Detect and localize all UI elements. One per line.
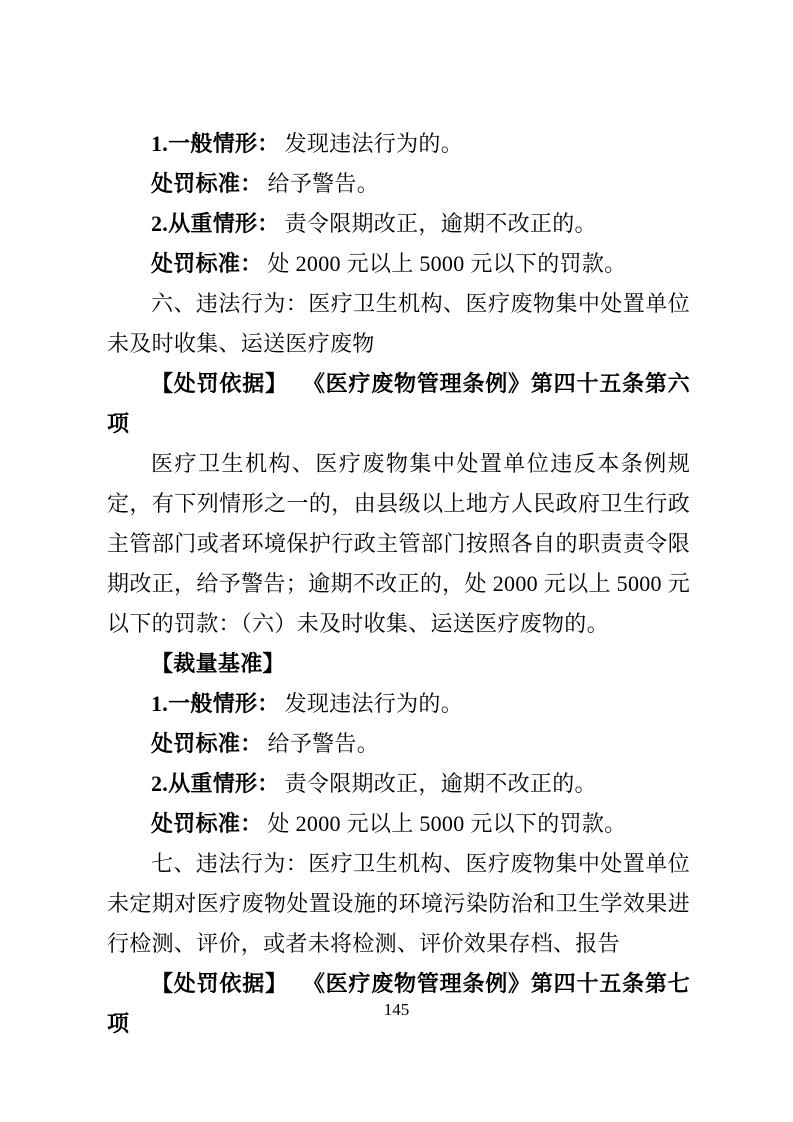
clause-label: 2.从重情形： (151, 211, 280, 236)
clause-label: 2.从重情形： (151, 771, 280, 796)
regulation-text-paragraph: 医疗卫生机构、医疗废物集中处置单位违反本条例规定，有下列情形之一的，由县级以上地方人民政府卫生行政主管部门或者环境保护行政主管部门按照各自的职责责令限期改正，给予警告；逾期不改正的，处 2000 元以上 5000 元以下的罚款：（六）未及时收集、运送医疗废物的。 (107, 451, 690, 636)
clause-text: 处 2000 元以上 5000 元以下的罚款。 (267, 251, 627, 276)
discretion-standard-heading: 【裁量基准】 (151, 651, 285, 676)
clause-paragraph (107, 764, 690, 804)
clause-label: 1.一般情形： (151, 691, 280, 716)
clause-label: 1.一般情形： (151, 131, 280, 156)
violation-paragraph: 六、违法行为：医疗卫生机构、医疗废物集中处置单位未及时收集、运送医疗废物 (107, 291, 690, 356)
penalty-basis-label: 【处罚依据】 (151, 971, 288, 996)
clause-text: 发现违法行为的。 (284, 691, 464, 716)
penalty-basis-label: 【处罚依据】 (151, 371, 288, 396)
clause-paragraph (107, 204, 690, 244)
page-number: 145 (383, 1000, 410, 1019)
penalty-basis-paragraph (107, 364, 690, 444)
clause-text: 发现违法行为的。 (284, 131, 464, 156)
clause-paragraph (107, 684, 690, 724)
clause-paragraph (107, 164, 690, 204)
clause-paragraph (107, 244, 690, 284)
clause-label: 处罚标准： (151, 251, 263, 276)
clause-text: 处 2000 元以上 5000 元以下的罚款。 (267, 811, 627, 836)
penalty-basis-citation: 《医疗废物管理条例》第四十五条第七项 (107, 971, 690, 1036)
clause-paragraph (107, 124, 690, 164)
document-body (107, 124, 690, 1044)
clause-text: 给予警告。 (267, 171, 380, 196)
clause-text: 给予警告。 (267, 731, 380, 756)
clause-paragraph (107, 724, 690, 764)
clause-text: 责令限期改正，逾期不改正的。 (284, 771, 597, 796)
violation-paragraph: 七、违法行为：医疗卫生机构、医疗废物集中处置单位未定期对医疗废物处置设施的环境污染防治和卫生学效果进行检测、评价，或者未将检测、评价效果存档、报告 (107, 851, 690, 956)
clause-paragraph (107, 804, 690, 844)
clause-label: 处罚标准： (151, 171, 263, 196)
penalty-basis-citation: 《医疗废物管理条例》第四十五条第六项 (107, 371, 690, 436)
clause-text: 责令限期改正，逾期不改正的。 (284, 211, 597, 236)
clause-label: 处罚标准： (151, 731, 263, 756)
clause-label: 处罚标准： (151, 811, 263, 836)
